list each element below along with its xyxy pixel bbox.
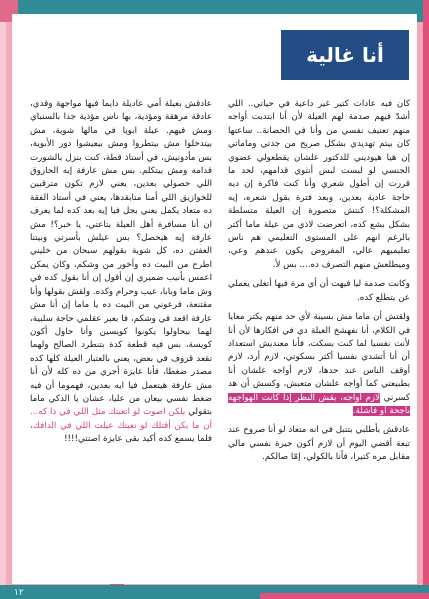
right-column [228, 98, 410, 471]
left-column [30, 98, 212, 447]
page-number: ١٢ [14, 588, 24, 598]
paragraph [228, 311, 410, 418]
paragraph: كان فيه عادات كتير غير داعية في حياتي.. اللي أشدّ فيهم صدمة لهم العيلة لأن أنا ابتديت أواجه منهم تعنيف نفسي من وأنا في الحضانة.. ساعتها كان بيتم تهديدي بشكل صريح من جدتي وماماتي إن هيا هيوديني للدكتور علشان يقطعولي عضوي الجنسي لو لبست لبس أنثوي قدامهم، لحد ما قررت إن أطول شعري وأنا كنت فاكرة إن ديه حاجة عادية بعدين، وبعد فترة بقول شعره، إيه المشكلة؟! كنتش متصورة إن العيلة متسلطة بشكل بشع كده، اتعرضت لاذي من عيلة ماما أكتر بالرغم انهم على المستوى التعليمي هم ناس تعليميهم عالي، المفروض يكون عندهم وعي، وميطلعش منهم التصرف ده.... بس لأ. [228, 99, 410, 270]
paragraph: وكانت صدمة ليا فيهت أن أي مرة فيها أتغلى يعملي عن يتطلع كده. [228, 279, 410, 303]
pink-quote: يلكن اصوت لو اتعبتك مثل اللي في ذا كه... أن ما يكن أقتلك لو نعبتك عيلت اللي في الدافك، [30, 407, 212, 431]
paragraph-text: ولقتش أن ماما مش بسيبة لأي حد منهم يكتر معايا في الكلام، أنا نفهشخ العيلة دي في افكارها لأن أنا لأنت نفسيا لما كنت بسكت، فأنا معنديش استعداد أن أنا أتشدي نفسيا أكتر بسكوتي، لازم أرد، لازم أوقف الناس عند حدها، لازم أواجه علشان أنا بطبيعتي كما أواجه علشان متعبش، وكسش أن هد كسرني [228, 312, 410, 403]
right-stripe [423, 0, 429, 599]
page-sheet [12, 14, 417, 584]
paragraph [30, 98, 212, 447]
bottom-accent [260, 593, 429, 599]
left-stripe [0, 22, 6, 599]
paragraph-text: فلما يسمع كده أكيد بقى عايزة اصنتي!!!! [64, 434, 212, 445]
paragraph-text: عادقش بعيلة أمي عاديلة دايما فيها مواجهة وقدي، عادقة مرهقة ومؤذية، بها ناس مؤذية جدا بالسنباي ومش فيهم. عيلة ابويا في مالها شوية، مش بيتدخلوا مش بيتطروا ومش بيعيشوا دور الأبوية، بس مأدونيش، في أستاذ قطة، كنت بنزل بالشورت قدامه ومش بيتكلم. بس مش عارفة إيه الحازوق اللي حصولي بعدين، يعني لازم تكون مترقبين للخوازيق اللي أمنا متابقدها، يعني في أستاذ الفقة ده متعاد يكمل يعني يجل فيا إيه بعد كده لما يعرف ان أنا مسافرة أهل العيلة بتاعتي، يا خبر؟! مش عارفة إيه هيحصل؟ بس عيلش بأسرتي وبيتنا العفتن ده، كل شوية بقولهم سبحان من خليني اطرح من البيت ده وأخور من وشكم، وكان يمكن اعمس بأنيب ضميري إن أقول إن أنا بقول كده في وش ماما وبابا، عيب وحرام وكده. ولقش بقولها وأنا مقتنعة، فرعوني من البيت ده يا ماما إن أنا مش عارفة اقعد في وشكم، فا بعير عقلمي حاجة سلبية، لهما بيحاولوا يكونوا كويسين وأنا حاول أكون كويسة، بس فيه قطعة كدة بتنطرد الصالح ولهما تقعد قزوف في بعض، يعني بالعتبار العيلة كلها كده مصدر ضغطا، فأنا عايزة أجري من ده كله لأن أنا مش عارفة هيتعمل فيا ايه بعدين، فهموما أن فيه ضغط نفسي بيعان من عليا، عشان يا الدكي ماما بتقولي [30, 99, 212, 418]
paragraph: عادقش بأطلبي بتتبل في انه متعاد لو أنا صروخ عند تبعة أقضي اليوم أن لازم أكون جيرة نفسي مالي مقابل مره كتيرا، فأنا بالكولي، إمّا صالكم. [228, 425, 410, 463]
highlighted-quote: لازم أواجه، بقش النظر إذا كانت الهواجهه ناجحة أو فاشلة. [228, 392, 410, 416]
title-box [281, 30, 409, 80]
page-title: أنا غالية [306, 43, 384, 67]
